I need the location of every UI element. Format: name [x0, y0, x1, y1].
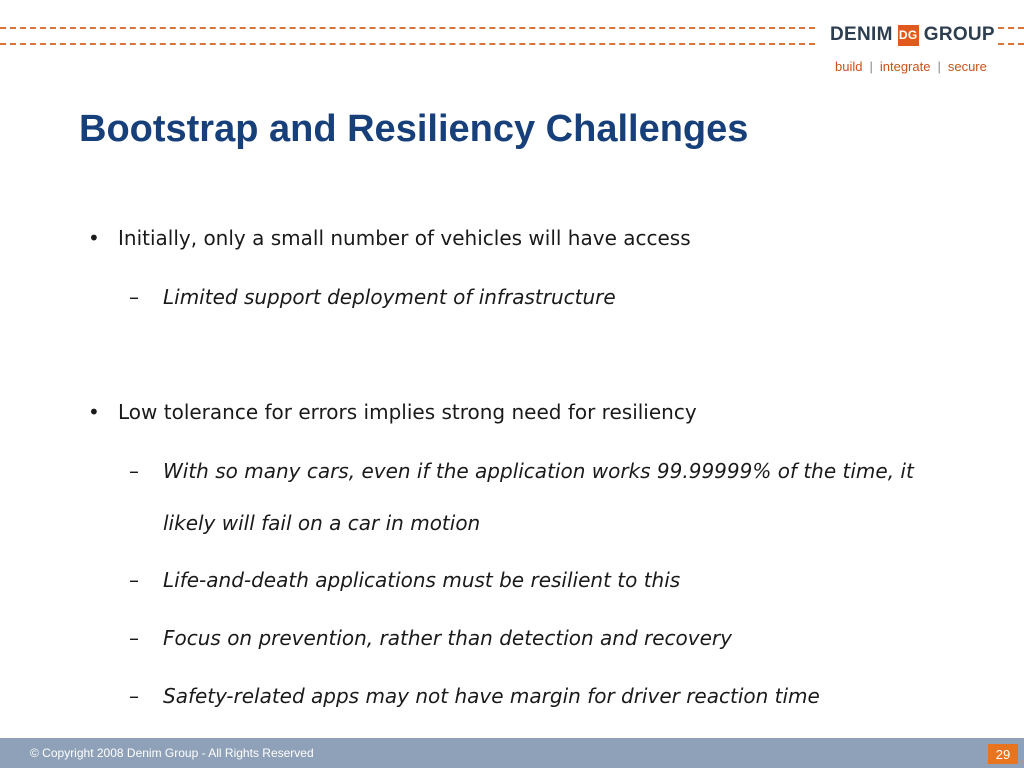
- header-dashed-line-right-top: [998, 27, 1024, 29]
- slide-title: Bootstrap and Resiliency Challenges: [79, 108, 749, 150]
- bullet-2-sub-4: – Safety-related apps may not have margin for driver reaction time: [163, 670, 953, 722]
- bullet-1-sub-1: – Limited support deployment of infrastructure: [163, 271, 953, 323]
- copyright-text: © Copyright 2008 Denim Group - All Rights Reserved: [30, 746, 314, 760]
- bullet-1: • Initially, only a small number of vehicles will have access: [118, 226, 691, 250]
- tagline-integrate: integrate: [879, 59, 931, 74]
- header-dashed-line-right-bottom: [998, 43, 1024, 45]
- bullet-2-sub-1: – With so many cars, even if the application works 99.99999% of the time, it likely will fail on a car in motion: [163, 445, 953, 549]
- logo-text-left: DENIM: [830, 24, 893, 45]
- footer-bar: [0, 738, 1024, 768]
- tagline-separator: |: [869, 59, 873, 74]
- denim-group-logo: [830, 24, 995, 46]
- tagline-separator: |: [937, 59, 941, 74]
- tagline: [835, 59, 987, 74]
- header-dashed-line-bottom: [0, 43, 815, 45]
- header-dashed-line-top: [0, 27, 815, 29]
- bullet-2-sub-2: – Life-and-death applications must be resilient to this: [163, 554, 953, 606]
- page-number: 29: [988, 744, 1018, 764]
- logo-text-right: GROUP: [923, 24, 995, 45]
- logo-mark-icon: DG: [898, 25, 919, 46]
- tagline-secure: secure: [947, 59, 987, 74]
- bullet-2: • Low tolerance for errors implies strong need for resiliency: [118, 400, 697, 424]
- bullet-2-sub-3: – Focus on prevention, rather than detection and recovery: [163, 612, 953, 664]
- tagline-build: build: [835, 59, 863, 74]
